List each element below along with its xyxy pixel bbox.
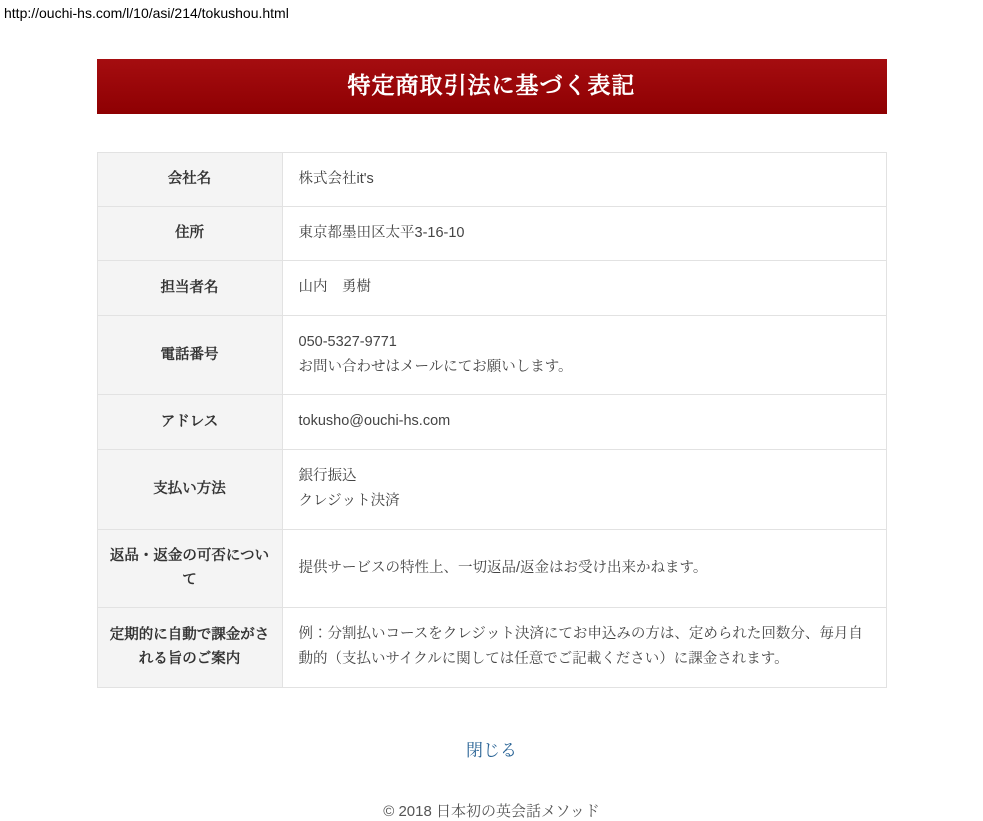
value-line: 提供サービスの特性上、一切返品/返金はお受け出来かねます。 bbox=[298, 559, 708, 576]
row-value bbox=[282, 206, 886, 260]
row-value bbox=[282, 152, 886, 206]
page-body bbox=[0, 24, 983, 821]
close-link[interactable]: 閉じる bbox=[466, 740, 517, 760]
table-row bbox=[97, 607, 886, 687]
table-row bbox=[97, 395, 886, 449]
row-label: 定期的に自動で課金がされる旨のご案内 bbox=[97, 607, 282, 687]
close-action-container bbox=[97, 736, 887, 761]
value-line: 050-5327-9771 bbox=[298, 333, 397, 350]
row-value bbox=[282, 315, 886, 395]
row-label: 住所 bbox=[97, 206, 282, 260]
row-label: アドレス bbox=[97, 395, 282, 449]
value-line: お問い合わせはメールにてお願いします。 bbox=[298, 359, 573, 376]
row-label: 電話番号 bbox=[97, 315, 282, 395]
value-line: tokusho@ouchi-hs.com bbox=[298, 413, 451, 430]
value-line: クレジット決済 bbox=[298, 493, 400, 510]
row-label: 担当者名 bbox=[97, 261, 282, 315]
value-line: 例：分割払いコースをクレジット決済にてお申込みの方は、定められた回数分、毎月自動的（支払いサイクルに関しては任意でご記載ください）に課金されます。 bbox=[298, 625, 863, 668]
row-value bbox=[282, 261, 886, 315]
table-row bbox=[97, 152, 886, 206]
value-line: 山内 勇樹 bbox=[298, 279, 371, 296]
row-value bbox=[282, 607, 886, 687]
value-line: 株式会社it's bbox=[298, 170, 374, 187]
row-value bbox=[282, 529, 886, 607]
footer-copyright: © 2018 日本初の英会話メソッド bbox=[383, 802, 600, 820]
value-line: 銀行振込 bbox=[298, 467, 357, 484]
table-row bbox=[97, 206, 886, 260]
row-label: 返品・返金の可否について bbox=[97, 529, 282, 607]
row-label: 会社名 bbox=[97, 152, 282, 206]
content-container bbox=[97, 24, 887, 821]
row-value bbox=[282, 395, 886, 449]
table-row bbox=[97, 449, 886, 529]
page-title: 特定商取引法に基づく表記 bbox=[97, 59, 887, 114]
table-body bbox=[97, 152, 886, 687]
value-line: 東京都墨田区太平3-16-10 bbox=[298, 224, 465, 241]
table-row bbox=[97, 315, 886, 395]
row-value bbox=[282, 449, 886, 529]
browser-url-bar[interactable]: http://ouchi-hs.com/l/10/asi/214/tokushou.html bbox=[4, 5, 289, 21]
row-label: 支払い方法 bbox=[97, 449, 282, 529]
table-row bbox=[97, 261, 886, 315]
table-row bbox=[97, 529, 886, 607]
legal-info-table bbox=[97, 152, 887, 688]
